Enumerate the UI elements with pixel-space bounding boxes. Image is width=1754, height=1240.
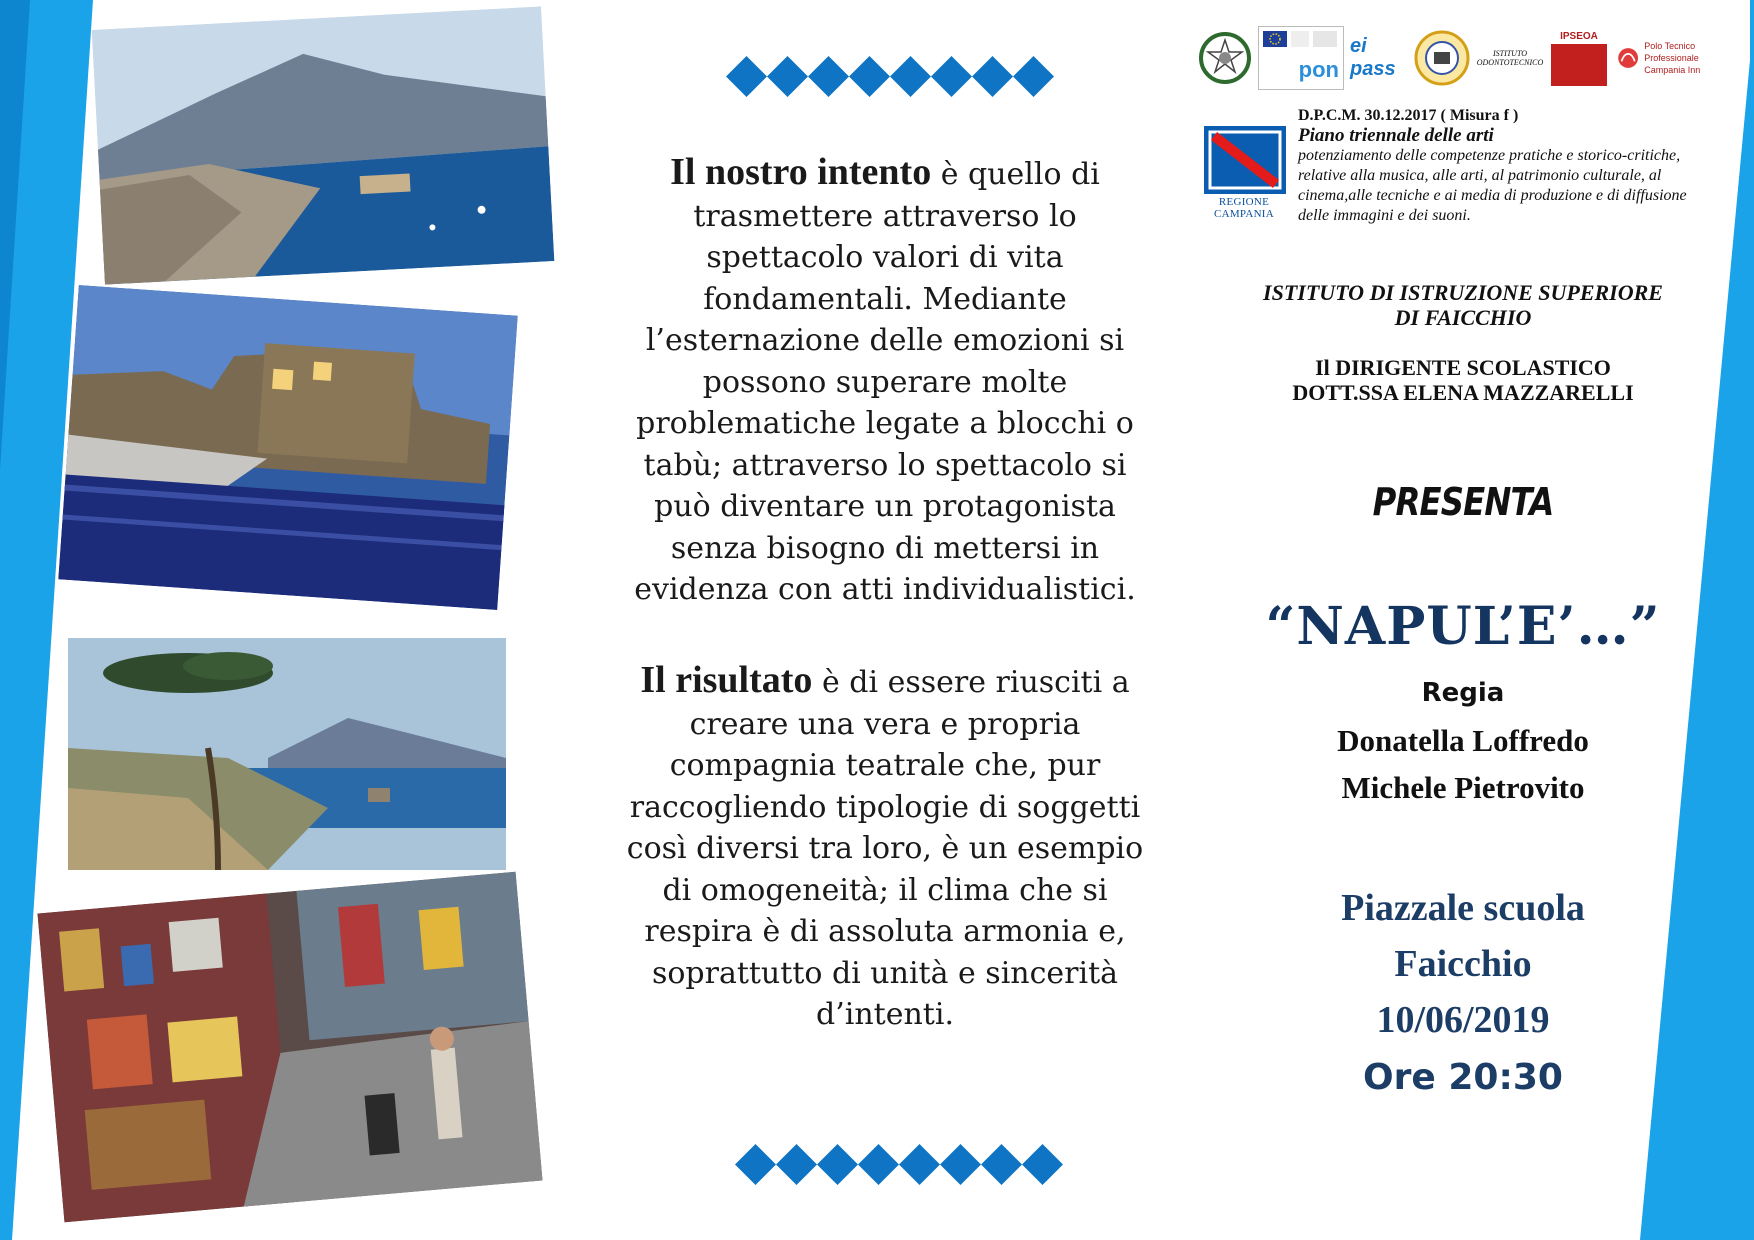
- venue-town: Faicchio: [1394, 943, 1532, 985]
- regia-label: Regia: [1421, 678, 1505, 708]
- result-paragraph: [615, 660, 1155, 1036]
- top-diamond-row: [728, 62, 1052, 91]
- pon-europe-logo: [1258, 26, 1344, 90]
- regione-campania-emblem-icon: [1204, 126, 1286, 194]
- event-time: Ore 20:30: [1363, 1057, 1563, 1098]
- director-2: Michele Pietrovito: [1341, 770, 1585, 805]
- pon-text: pon: [1298, 57, 1339, 82]
- event-date: 10/06/2019: [1376, 999, 1550, 1041]
- director-block: [1228, 355, 1698, 405]
- diamond-ornament: [735, 1144, 776, 1185]
- intent-paragraph: [615, 152, 1155, 611]
- director-1: Donatella Loffredo: [1337, 723, 1589, 758]
- eipass-text: ei pass: [1350, 35, 1396, 80]
- diamond-ornament: [849, 56, 890, 97]
- naples-market-street-photo: [37, 872, 542, 1223]
- institute-line-2: DI FAICCHIO: [1394, 305, 1532, 330]
- diamond-ornament: [858, 1144, 899, 1185]
- ipseoa-text: IPSEOA: [1560, 30, 1598, 42]
- diamond-ornament: [817, 1144, 858, 1185]
- diamond-ornament: [890, 56, 931, 97]
- polo-tecnico-logo: [1616, 27, 1736, 89]
- region-label: REGIONE CAMPANIA: [1213, 196, 1275, 220]
- diamond-ornament: [972, 56, 1013, 97]
- institute-line-1: ISTITUTO DI ISTRUZIONE SUPERIORE: [1263, 280, 1663, 305]
- intent-text: è quello di trasmettere attraverso lo spettacolo valori di vita fondamentali. Mediante l’esternazione delle emozioni si possono superare molte problematiche legate a blocchi o tabù; attraverso lo spettacolo si può diventare un protagonista senza bisogno di mettersi in evidenza con atti individualistici.: [634, 157, 1136, 607]
- director-name: DOTT.SSA ELENA MAZZARELLI: [1292, 380, 1634, 405]
- odontotecnico-logo: [1478, 27, 1542, 89]
- bottom-diamond-row: [737, 1150, 1061, 1179]
- result-text: è di essere riusciti a creare una vera e propria compagnia teatrale che, pur raccogliendo tipologie di soggetti così diversi tra loro, è un esempio di omogeneità; il clima che si respira è di assoluta armonia e, soprattutto di unità e sincerità d’intenti.: [626, 665, 1144, 1032]
- naples-pine-painting-photo: [68, 638, 506, 870]
- diamond-ornament: [1022, 1144, 1063, 1185]
- castel-dell-ovo-night-photo: [58, 285, 518, 610]
- venue-line: Piazzale scuola: [1341, 887, 1585, 929]
- diamond-ornament: [931, 56, 972, 97]
- italian-republic-emblem-icon: [1198, 27, 1252, 89]
- logos-row: [1198, 26, 1736, 90]
- dpcm-block: [1298, 106, 1718, 226]
- diamond-ornament: [1013, 56, 1054, 97]
- dpcm-subtitle: Piano triennale delle arti: [1298, 125, 1494, 146]
- ipseoa-logo: [1548, 27, 1610, 89]
- venue-block: [1228, 880, 1698, 1048]
- diamond-ornament: [808, 56, 849, 97]
- eipass-logo: [1350, 27, 1406, 89]
- diamond-ornament: [981, 1144, 1022, 1185]
- dpcm-description: potenziamento delle competenze pratiche e storico-critiche, relative alla musica, alle arti, al patrimonio culturale, al cinema,alle tecniche e ai media di produzione e di diffusione delle immagini e dei suoni.: [1298, 147, 1687, 224]
- institute-name: [1228, 280, 1698, 330]
- result-bold: Il risultato: [640, 659, 813, 701]
- dpcm-line: D.P.C.M. 30.12.2017 ( Misura f ): [1298, 107, 1519, 124]
- diamond-ornament: [726, 56, 767, 97]
- director-title: Il DIRIGENTE SCOLASTICO: [1315, 355, 1611, 380]
- presenta-label: PRESENTA: [1372, 480, 1554, 524]
- regione-campania-logo: [1192, 126, 1296, 220]
- polo-tecnico-text: Polo Tecnico Professionale Campania Inn: [1644, 41, 1701, 75]
- naples-bay-vesuvius-photo: [92, 6, 555, 284]
- show-title: “NAPUL’E’…”: [1265, 596, 1661, 657]
- school-seal-icon: [1412, 27, 1472, 89]
- diamond-ornament: [767, 56, 808, 97]
- diamond-ornament: [940, 1144, 981, 1185]
- odontotecnico-text: ISTITUTO ODONTOTECNICO: [1476, 49, 1544, 67]
- diamond-ornament: [899, 1144, 940, 1185]
- diamond-ornament: [776, 1144, 817, 1185]
- intent-bold: Il nostro intento: [670, 151, 932, 193]
